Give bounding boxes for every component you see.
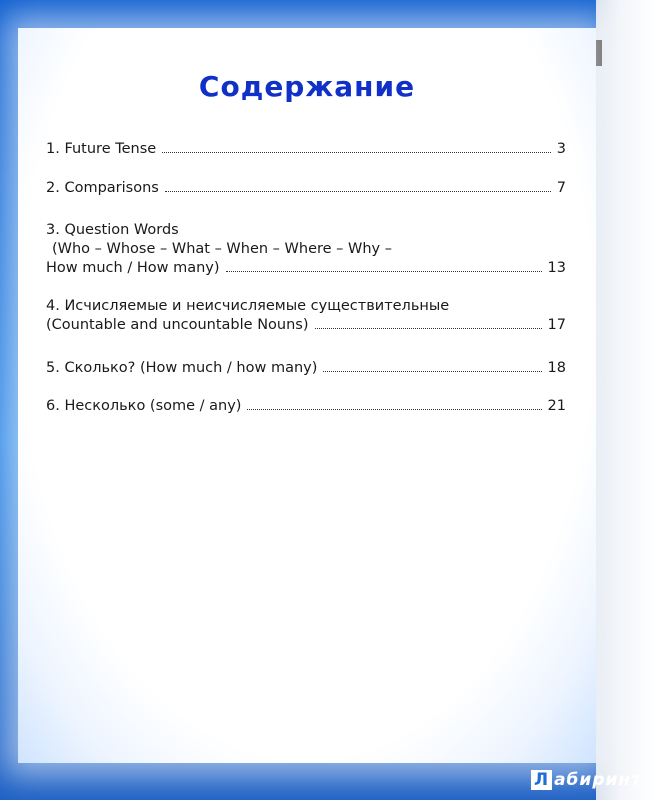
toc-page-number: 7: [556, 180, 566, 196]
toc-item-5[interactable]: [46, 360, 566, 376]
toc-page-number: 13: [547, 260, 566, 276]
page-edge: [596, 0, 654, 800]
toc-item-4-line1[interactable]: 4. Исчисляемые и неисчисляемые существительные: [46, 298, 450, 314]
page-title: Содержание: [198, 70, 416, 103]
toc-item-1[interactable]: [46, 141, 566, 157]
leader-dots: [162, 152, 551, 153]
leader-dots: [165, 191, 551, 192]
toc-item-4[interactable]: [46, 317, 566, 333]
toc-item-label: 2. Comparisons: [46, 180, 159, 196]
toc-item-label: (Countable and uncountable Nouns): [46, 317, 309, 333]
toc-page-number: 3: [556, 141, 566, 157]
toc-item-6[interactable]: [46, 398, 566, 414]
edge-mark: [596, 40, 602, 66]
toc-item-2[interactable]: [46, 180, 566, 196]
toc-page-number: 18: [547, 360, 566, 376]
toc-item-label: How much / How many): [46, 260, 220, 276]
leader-dots: [226, 271, 542, 272]
toc-item-3-line2: (Who – Whose – What – When – Where – Why –: [52, 241, 392, 257]
toc-item-3-line1[interactable]: 3. Question Words: [46, 222, 179, 238]
leader-dots: [247, 409, 541, 410]
leader-dots: [323, 371, 541, 372]
toc-item-label: 5. Сколько? (How much / how many): [46, 360, 318, 376]
toc-page-number: 21: [547, 398, 566, 414]
labirint-logo: Л абиринт: [531, 770, 642, 790]
toc-item-label: 1. Future Tense: [46, 141, 157, 157]
toc-page-number: 17: [547, 317, 566, 333]
contents-page: [18, 28, 596, 763]
toc-item-label: 6. Несколько (some / any): [46, 398, 242, 414]
leader-dots: [315, 328, 542, 329]
toc-item-3[interactable]: [46, 260, 566, 276]
